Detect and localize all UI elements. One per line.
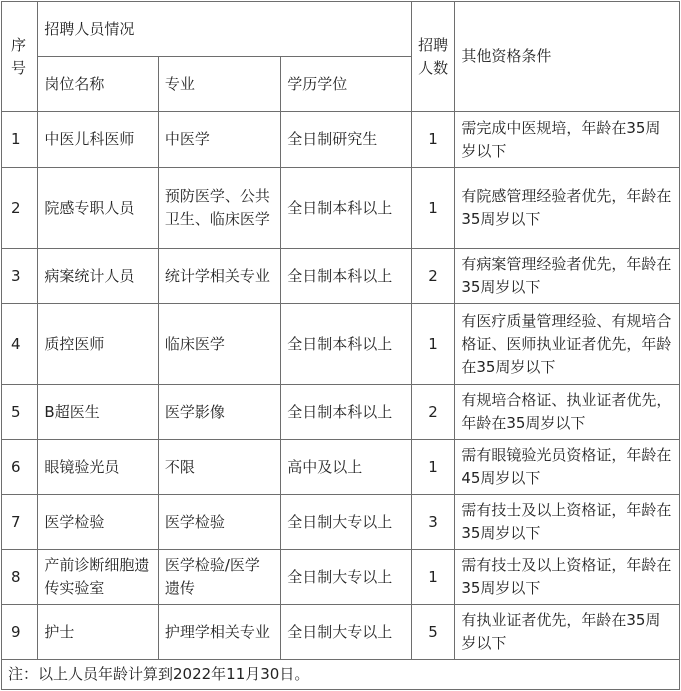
row-education: 全日制大专以上 xyxy=(281,495,412,550)
row-seq: 6 xyxy=(2,440,38,495)
row-major: 不限 xyxy=(158,440,280,495)
row-count: 1 xyxy=(411,550,455,605)
row-seq: 3 xyxy=(2,249,38,304)
row-seq: 8 xyxy=(2,550,38,605)
header-education: 学历学位 xyxy=(281,57,412,112)
table-row xyxy=(2,168,680,249)
table-row xyxy=(2,385,680,440)
recruitment-table xyxy=(1,1,680,690)
row-count: 1 xyxy=(411,168,455,249)
row-requirement: 有医疗质量管理经验、有规培合格证、医师执业证者优先，年龄在35周岁以下 xyxy=(455,304,680,385)
row-major: 医学检验 xyxy=(158,495,280,550)
header-count: 招聘人数 xyxy=(411,2,455,112)
row-education: 全日制本科以上 xyxy=(281,385,412,440)
row-seq: 1 xyxy=(2,112,38,168)
row-position: B超医生 xyxy=(38,385,158,440)
row-requirement: 需有技士及以上资格证，年龄在35周岁以下 xyxy=(455,495,680,550)
row-major: 医学影像 xyxy=(158,385,280,440)
row-education: 高中及以上 xyxy=(281,440,412,495)
table-row xyxy=(2,605,680,660)
row-major: 护理学相关专业 xyxy=(158,605,280,660)
table-row xyxy=(2,550,680,605)
row-count: 5 xyxy=(411,605,455,660)
header-row-1 xyxy=(2,2,680,57)
row-requirement: 有执业证者优先，年龄在35周岁以下 xyxy=(455,605,680,660)
row-position: 院感专职人员 xyxy=(38,168,158,249)
header-major: 专业 xyxy=(158,57,280,112)
row-count: 1 xyxy=(411,440,455,495)
row-position: 产前诊断细胞遗传实验室 xyxy=(38,550,158,605)
row-major: 统计学相关专业 xyxy=(158,249,280,304)
row-count: 1 xyxy=(411,304,455,385)
row-count: 2 xyxy=(411,249,455,304)
row-position: 医学检验 xyxy=(38,495,158,550)
row-education: 全日制本科以上 xyxy=(281,304,412,385)
row-requirement: 有规培合格证、执业证者优先，年龄在35周岁以下 xyxy=(455,385,680,440)
row-requirement: 有病案管理经验者优先，年龄在35周岁以下 xyxy=(455,249,680,304)
row-position: 质控医师 xyxy=(38,304,158,385)
row-education: 全日制本科以上 xyxy=(281,249,412,304)
row-education: 全日制大专以上 xyxy=(281,605,412,660)
row-seq: 4 xyxy=(2,304,38,385)
row-seq: 7 xyxy=(2,495,38,550)
row-major: 医学检验/医学遗传 xyxy=(158,550,280,605)
row-requirement: 需有技士及以上资格证，年龄在35周岁以下 xyxy=(455,550,680,605)
row-major: 预防医学、公共卫生、临床医学 xyxy=(158,168,280,249)
row-education: 全日制本科以上 xyxy=(281,168,412,249)
row-requirement: 需完成中医规培，年龄在35周岁以下 xyxy=(455,112,680,168)
table-row xyxy=(2,249,680,304)
row-count: 3 xyxy=(411,495,455,550)
row-education: 全日制研究生 xyxy=(281,112,412,168)
row-education: 全日制大专以上 xyxy=(281,550,412,605)
row-position: 病案统计人员 xyxy=(38,249,158,304)
table-row xyxy=(2,495,680,550)
row-major: 中医学 xyxy=(158,112,280,168)
row-seq: 2 xyxy=(2,168,38,249)
row-major: 临床医学 xyxy=(158,304,280,385)
header-position: 岗位名称 xyxy=(38,57,158,112)
note-row xyxy=(2,660,680,690)
row-count: 1 xyxy=(411,112,455,168)
row-count: 2 xyxy=(411,385,455,440)
header-seq: 序号 xyxy=(2,2,38,112)
row-seq: 5 xyxy=(2,385,38,440)
footnote: 注：以上人员年龄计算到2022年11月30日。 xyxy=(2,660,680,690)
table-row xyxy=(2,440,680,495)
row-position: 护士 xyxy=(38,605,158,660)
table-row xyxy=(2,304,680,385)
row-seq: 9 xyxy=(2,605,38,660)
row-position: 中医儿科医师 xyxy=(38,112,158,168)
row-position: 眼镜验光员 xyxy=(38,440,158,495)
header-other: 其他资格条件 xyxy=(455,2,680,112)
table-row xyxy=(2,112,680,168)
header-group: 招聘人员情况 xyxy=(38,2,411,57)
row-requirement: 有院感管理经验者优先，年龄在35周岁以下 xyxy=(455,168,680,249)
row-requirement: 需有眼镜验光员资格证，年龄在45周岁以下 xyxy=(455,440,680,495)
